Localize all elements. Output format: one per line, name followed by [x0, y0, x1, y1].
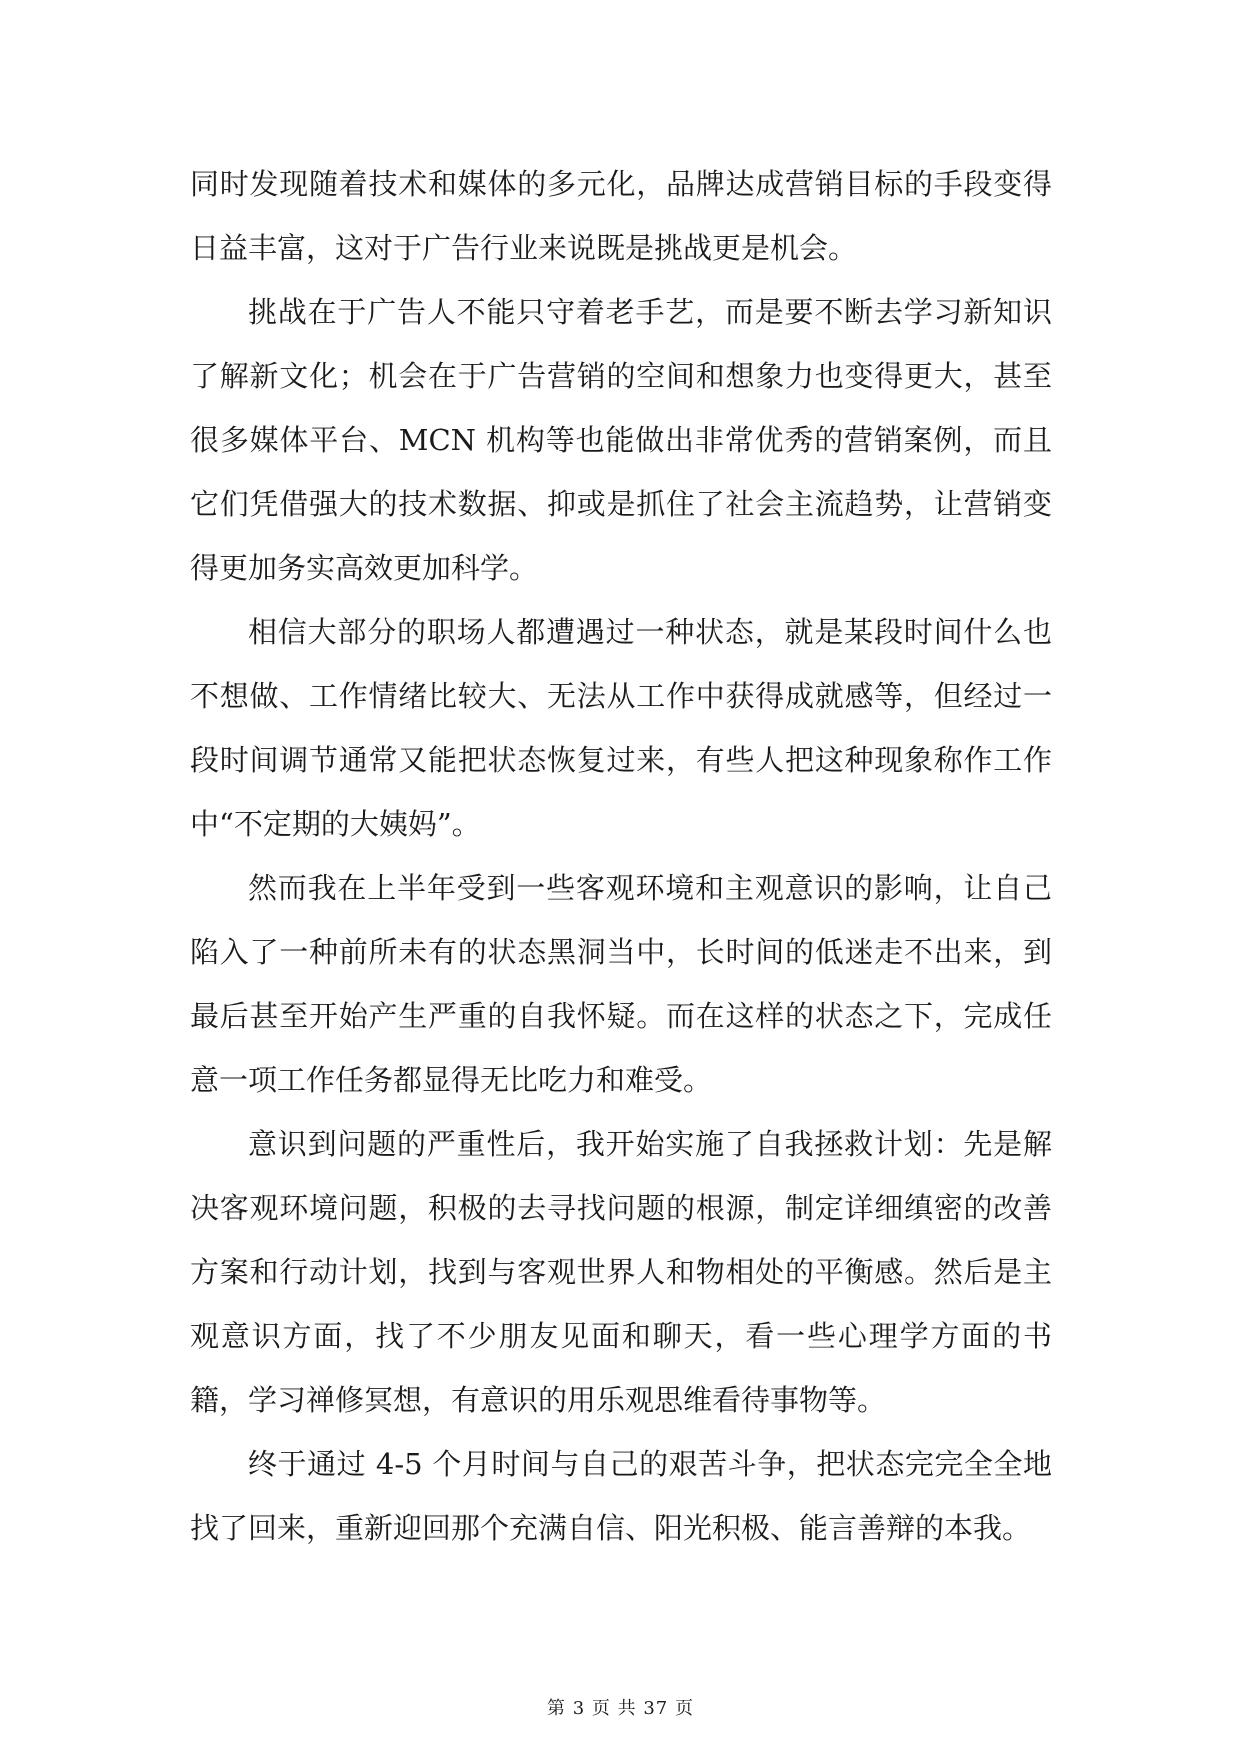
paragraph-challenge-opportunity: 挑战在于广告人不能只守着老手艺，而是要不断去学习新知识了解新文化；机会在于广告营销的空间和想象力也变得更大，甚至很多媒体平台、MCN 机构等也能做出非常优秀的营销案例，而且它们凭借强大的技术数据、抑或是抓住了社会主流趋势，让营销变得更加务实高效更加科学。 — [190, 295, 1052, 585]
paragraph-recovery: 终于通过 4-5 个月时间与自己的艰苦斗争，把状态完完全全地找了回来，重新迎回那个充满自信、阳光积极、能言善辩的本我。 — [190, 1447, 1052, 1545]
paragraph-continuation: 同时发现随着技术和媒体的多元化，品牌达成营销目标的手段变得日益丰富，这对于广告行业来说既是挑战更是机会。 — [190, 167, 1052, 265]
paragraph-low-period: 然而我在上半年受到一些客观环境和主观意识的影响，让自己陷入了一种前所未有的状态黑洞当中，长时间的低迷走不出来，到最后甚至开始产生严重的自我怀疑。而在这样的状态之下，完成任意一项工作任务都显得无比吃力和难受。 — [190, 871, 1052, 1097]
page-number-label: 第 3 页 共 37 页 — [547, 1698, 694, 1719]
document-body — [190, 152, 1052, 1560]
paragraph-work-state: 相信大部分的职场人都遭遇过一种状态，就是某段时间什么也不想做、工作情绪比较大、无法从工作中获得成就感等，但经过一段时间调节通常又能把状态恢复过来，有些人把这种现象称作工作中“不定期的大姨妈”。 — [190, 615, 1052, 841]
paragraph-self-rescue: 意识到问题的严重性后，我开始实施了自我拯救计划：先是解决客观环境问题，积极的去寻找问题的根源，制定详细缜密的改善方案和行动计划，找到与客观世界人和物相处的平衡感。然后是主观意识方面，找了不少朋友见面和聊天，看一些心理学方面的书籍，学习禅修冥想，有意识的用乐观思维看待事物等。 — [190, 1127, 1052, 1417]
page-footer — [0, 1697, 1241, 1721]
